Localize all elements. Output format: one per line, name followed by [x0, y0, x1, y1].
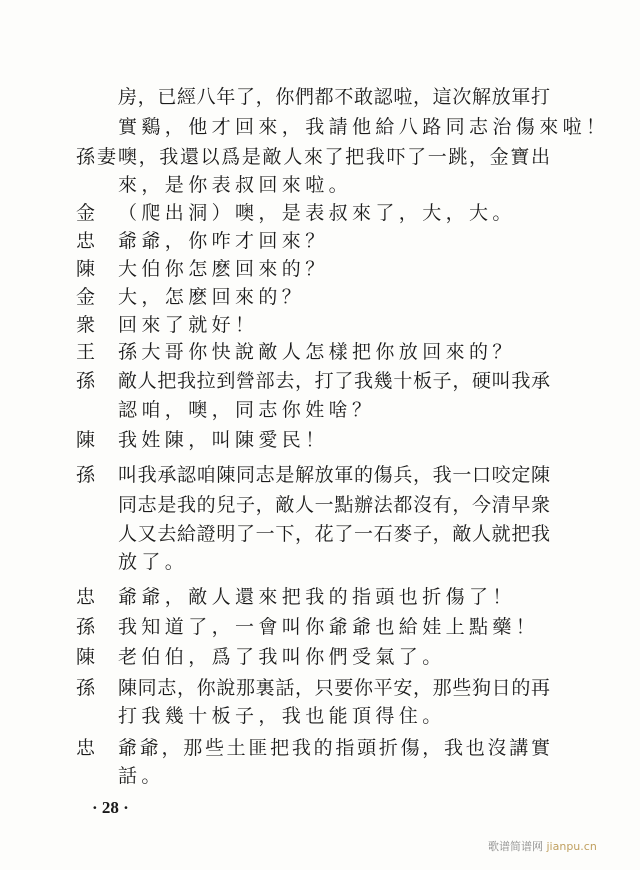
dialogue-text: 實鷄，他才回來，我請他給八路同志治傷來啦！	[118, 116, 610, 138]
dialogue-text: 認咱，噢，同志你姓啥？	[118, 399, 376, 421]
dialogue-text: 爺爺，你咋才回來？	[118, 230, 329, 252]
dialogue-text: 話。	[118, 765, 165, 787]
speaker: 孫	[76, 677, 98, 699]
speaker: 忠	[76, 586, 98, 608]
speaker: 孫	[76, 616, 98, 638]
dialogue-line	[0, 613, 640, 641]
dialogue-text: 爺爺，敵人還來把我的指頭也折傷了！	[118, 586, 516, 608]
dialogue-text: 來，是你表叔回來啦。	[118, 174, 353, 196]
dialogue-text: 敵人把我拉到營部去，打了我幾十板子，硬叫我承	[118, 370, 550, 392]
dialogue-text: 我知道了，一會叫你爺爺也給娃上點藥！	[118, 616, 540, 638]
dialogue-text: 打我幾十板子，我也能頂得住。	[118, 705, 446, 727]
speaker: 忠	[76, 737, 98, 759]
watermark-site: 歌谱简谱网	[488, 840, 543, 853]
dialogue-text: 噢，我還以爲是敵人來了把我吓了一跳，金寶出	[118, 146, 550, 168]
speaker: 孫	[76, 464, 98, 486]
speaker: 孫	[76, 370, 98, 392]
dialogue-line	[0, 199, 640, 227]
dialogue-line	[0, 171, 640, 199]
dialogue-line	[0, 367, 640, 395]
dialogue-line	[0, 734, 640, 762]
speaker: 衆	[76, 314, 98, 336]
dialogue-line	[0, 702, 640, 730]
dialogue-line	[0, 311, 640, 339]
dialogue-line	[0, 583, 640, 611]
dialogue-line	[0, 143, 640, 171]
dialogue-line	[0, 338, 640, 366]
dialogue-line	[0, 227, 640, 255]
dialogue-text: 孫大哥你快說敵人怎樣把你放回來的？	[118, 341, 516, 363]
dialogue-text: 叫我承認咱陳同志是解放軍的傷兵，我一口咬定陳	[118, 464, 550, 486]
dialogue-line	[0, 548, 640, 576]
speaker: 孫妻	[76, 146, 119, 168]
dialogue-line	[0, 396, 640, 424]
speaker: 金	[76, 286, 98, 308]
dialogue-line	[0, 113, 640, 141]
dialogue-line	[0, 255, 640, 283]
speaker: 陳	[76, 258, 98, 280]
dialogue-text: 放了。	[118, 551, 189, 573]
dialogue-text: 老伯伯，爲了我叫你們受氣了。	[118, 646, 446, 668]
page-number: · 28 ·	[92, 798, 129, 817]
dialogue-text: 大伯你怎麽回來的？	[118, 258, 329, 280]
dialogue-text: 陳同志，你說那裏話，只要你平安，那些狗日的再	[118, 677, 550, 699]
dialogue-line	[0, 461, 640, 489]
speaker: 陳	[76, 646, 98, 668]
dialogue-line	[0, 520, 640, 548]
speaker: 金	[76, 202, 98, 224]
dialogue-line	[0, 674, 640, 702]
speaker: 王	[76, 341, 98, 363]
dialogue-text: 大，怎麽回來的？	[118, 286, 306, 308]
watermark-domain: jianpu.cn	[546, 840, 597, 853]
watermark	[488, 838, 597, 854]
dialogue-text: 爺爺，那些土匪把我的指頭折傷，我也沒講實	[118, 737, 550, 759]
dialogue-line	[0, 83, 640, 111]
dialogue-line	[0, 491, 640, 519]
dialogue-line	[0, 643, 640, 671]
speaker: 陳	[76, 429, 98, 451]
dialogue-line	[0, 283, 640, 311]
dialogue-text: 房，已經八年了，你們都不敢認啦，這次解放軍打	[118, 86, 550, 108]
dialogue-text: （爬出洞）噢，是表叔來了，大，大。	[118, 202, 516, 224]
dialogue-text: 同志是我的兒子，敵人一點辦法都沒有，今清早衆	[118, 494, 550, 516]
dialogue-text: 人又去給證明了一下，花了一石麥子，敵人就把我	[118, 523, 550, 545]
dialogue-line	[0, 762, 640, 790]
dialogue-text: 我姓陳，叫陳愛民！	[118, 429, 329, 451]
dialogue-line	[0, 426, 640, 454]
speaker: 忠	[76, 230, 98, 252]
dialogue-text: 回來了就好！	[118, 314, 259, 336]
